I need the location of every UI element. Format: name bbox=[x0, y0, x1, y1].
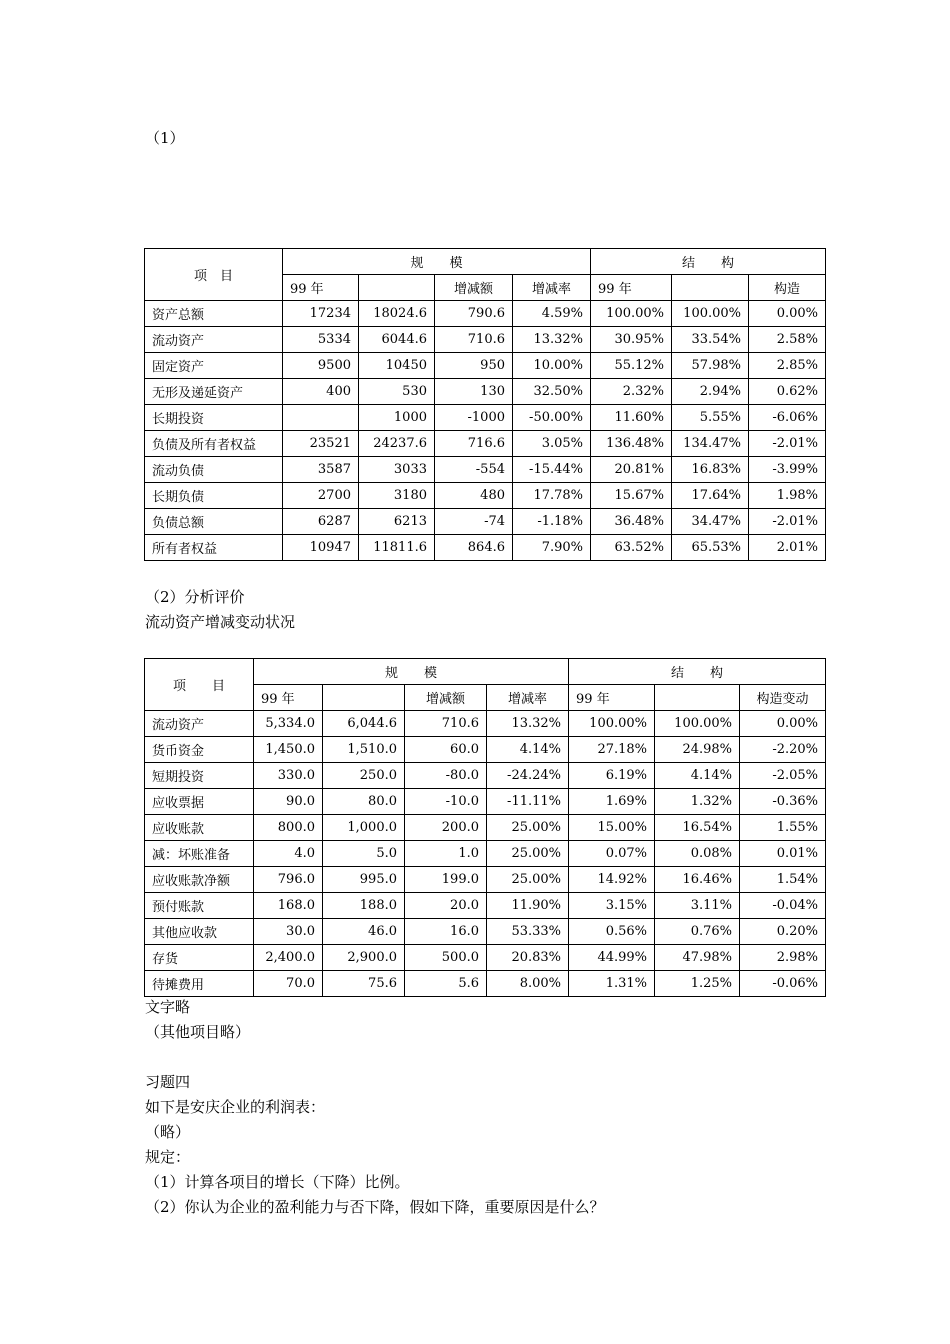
table-cell: -2.01% bbox=[749, 431, 826, 457]
table-cell: 6287 bbox=[283, 509, 359, 535]
table-row bbox=[145, 509, 826, 535]
header-structure-change: 构造 bbox=[749, 275, 826, 301]
table-cell: 53.33% bbox=[487, 919, 569, 945]
table-cell: 1.25% bbox=[655, 971, 740, 997]
table-cell: 7.90% bbox=[513, 535, 591, 561]
table-cell: 47.98% bbox=[655, 945, 740, 971]
table-cell: 30.0 bbox=[254, 919, 323, 945]
table-cell: 800.0 bbox=[254, 815, 323, 841]
table-row bbox=[145, 971, 826, 997]
table-cell: -11.11% bbox=[487, 789, 569, 815]
header-year-99-structure: 99 年 bbox=[569, 685, 655, 711]
table-cell: 1.69% bbox=[569, 789, 655, 815]
table-cell: 90.0 bbox=[254, 789, 323, 815]
table-cell: -3.99% bbox=[749, 457, 826, 483]
table-cell: 4.14% bbox=[655, 763, 740, 789]
table-cell: 199.0 bbox=[405, 867, 487, 893]
table-cell: 1000 bbox=[359, 405, 435, 431]
table-cell: 17234 bbox=[283, 301, 359, 327]
table-row bbox=[145, 457, 826, 483]
table-cell: 1,450.0 bbox=[254, 737, 323, 763]
row-label: 流动资产 bbox=[145, 711, 254, 737]
row-label: 负债总额 bbox=[145, 509, 283, 535]
header-item: 项 目 bbox=[145, 659, 254, 711]
table-cell: 3.15% bbox=[569, 893, 655, 919]
table-cell: 6044.6 bbox=[359, 327, 435, 353]
header-blank-structure bbox=[655, 685, 740, 711]
table-cell: 17.64% bbox=[672, 483, 749, 509]
table-cell: 790.6 bbox=[435, 301, 513, 327]
table-row bbox=[145, 327, 826, 353]
table-cell: 2.01% bbox=[749, 535, 826, 561]
table-cell: 134.47% bbox=[672, 431, 749, 457]
table-row bbox=[145, 405, 826, 431]
table-cell: 20.0 bbox=[405, 893, 487, 919]
table-row bbox=[145, 867, 826, 893]
row-label: 应收账款净额 bbox=[145, 867, 254, 893]
table-cell: 6,044.6 bbox=[323, 711, 405, 737]
table-cell: 4.14% bbox=[487, 737, 569, 763]
row-label: 其他应收款 bbox=[145, 919, 254, 945]
other-items-omitted: （其他项目略） bbox=[145, 1023, 251, 1041]
header-structure-change: 构造变动 bbox=[740, 685, 826, 711]
row-label: 应收账款 bbox=[145, 815, 254, 841]
table-cell: 0.01% bbox=[740, 841, 826, 867]
table-cell: 1.54% bbox=[740, 867, 826, 893]
header-blank bbox=[359, 275, 435, 301]
table-cell: 13.32% bbox=[487, 711, 569, 737]
table-cell: 168.0 bbox=[254, 893, 323, 919]
table-cell: 4.59% bbox=[513, 301, 591, 327]
table-cell: 4.0 bbox=[254, 841, 323, 867]
table-cell: 188.0 bbox=[323, 893, 405, 919]
table-cell: 9500 bbox=[283, 353, 359, 379]
table-row bbox=[145, 431, 826, 457]
table-cell: 15.00% bbox=[569, 815, 655, 841]
table-cell: 2.94% bbox=[672, 379, 749, 405]
scale-structure-table bbox=[144, 248, 826, 561]
table-cell: 44.99% bbox=[569, 945, 655, 971]
table-cell: 6.19% bbox=[569, 763, 655, 789]
header-item: 项 目 bbox=[145, 249, 283, 301]
table-cell: 3033 bbox=[359, 457, 435, 483]
table-cell: 11811.6 bbox=[359, 535, 435, 561]
table-cell: 20.81% bbox=[591, 457, 672, 483]
table-cell: 1,000.0 bbox=[323, 815, 405, 841]
header-increase: 增减额 bbox=[435, 275, 513, 301]
table-cell: -80.0 bbox=[405, 763, 487, 789]
header-year-99: 99 年 bbox=[254, 685, 323, 711]
table-cell: 16.83% bbox=[672, 457, 749, 483]
table-cell: -2.05% bbox=[740, 763, 826, 789]
row-label: 长期投资 bbox=[145, 405, 283, 431]
table-cell: 5.55% bbox=[672, 405, 749, 431]
header-rate: 增减率 bbox=[513, 275, 591, 301]
table-cell: 17.78% bbox=[513, 483, 591, 509]
table-cell: 0.20% bbox=[740, 919, 826, 945]
header-structure: 结 构 bbox=[569, 659, 826, 685]
table-cell: -24.24% bbox=[487, 763, 569, 789]
table-cell: 25.00% bbox=[487, 815, 569, 841]
table-cell: 75.6 bbox=[323, 971, 405, 997]
row-label: 短期投资 bbox=[145, 763, 254, 789]
table-cell: 1.32% bbox=[655, 789, 740, 815]
table-cell: -0.36% bbox=[740, 789, 826, 815]
table-cell: 136.48% bbox=[591, 431, 672, 457]
table-cell: -74 bbox=[435, 509, 513, 535]
table-cell: -10.0 bbox=[405, 789, 487, 815]
table-cell: 480 bbox=[435, 483, 513, 509]
header-year-99-structure: 99 年 bbox=[591, 275, 672, 301]
table-cell: 1.0 bbox=[405, 841, 487, 867]
table-cell: 2.98% bbox=[740, 945, 826, 971]
table-cell: 24237.6 bbox=[359, 431, 435, 457]
table-cell: 70.0 bbox=[254, 971, 323, 997]
table-cell: 0.00% bbox=[740, 711, 826, 737]
table-cell: 15.67% bbox=[591, 483, 672, 509]
table-row bbox=[145, 945, 826, 971]
table-cell: 100.00% bbox=[569, 711, 655, 737]
table-cell: 200.0 bbox=[405, 815, 487, 841]
table-cell: -2.01% bbox=[749, 509, 826, 535]
table-cell: 995.0 bbox=[323, 867, 405, 893]
table-cell: -6.06% bbox=[749, 405, 826, 431]
header-blank bbox=[323, 685, 405, 711]
exercise-omitted: （略） bbox=[145, 1123, 191, 1141]
row-label: 所有者权益 bbox=[145, 535, 283, 561]
table-cell: 16.46% bbox=[655, 867, 740, 893]
table-cell: 2.32% bbox=[591, 379, 672, 405]
table-cell: 796.0 bbox=[254, 867, 323, 893]
table-cell: 3.11% bbox=[655, 893, 740, 919]
table-cell: 100.00% bbox=[591, 301, 672, 327]
row-label: 无形及递延资产 bbox=[145, 379, 283, 405]
table-cell: 11.90% bbox=[487, 893, 569, 919]
header-increase: 增减额 bbox=[405, 685, 487, 711]
table-cell: 34.47% bbox=[672, 509, 749, 535]
table-row bbox=[145, 815, 826, 841]
table-cell: 2.58% bbox=[749, 327, 826, 353]
header-scale: 规 模 bbox=[283, 249, 591, 275]
table-cell: 55.12% bbox=[591, 353, 672, 379]
exercise-intro: 如下是安庆企业的利润表： bbox=[145, 1098, 326, 1116]
table-cell: 0.62% bbox=[749, 379, 826, 405]
table-cell: 500.0 bbox=[405, 945, 487, 971]
row-label: 负债及所有者权益 bbox=[145, 431, 283, 457]
table-cell: 25.00% bbox=[487, 841, 569, 867]
table-cell bbox=[283, 405, 359, 431]
table-cell: 24.98% bbox=[655, 737, 740, 763]
table-cell: 5334 bbox=[283, 327, 359, 353]
header-rate: 增减率 bbox=[487, 685, 569, 711]
row-label: 货币资金 bbox=[145, 737, 254, 763]
table-cell: 5.0 bbox=[323, 841, 405, 867]
table-cell: 2,900.0 bbox=[323, 945, 405, 971]
table-cell: 1.98% bbox=[749, 483, 826, 509]
table-cell: 27.18% bbox=[569, 737, 655, 763]
table-row bbox=[145, 353, 826, 379]
table-row bbox=[145, 841, 826, 867]
table-cell: 18024.6 bbox=[359, 301, 435, 327]
table-row bbox=[145, 535, 826, 561]
table-row bbox=[145, 301, 826, 327]
table-cell: 23521 bbox=[283, 431, 359, 457]
header-scale: 规 模 bbox=[254, 659, 569, 685]
table-cell: 14.92% bbox=[569, 867, 655, 893]
row-label: 应收票据 bbox=[145, 789, 254, 815]
part2-label: （2）分析评价 bbox=[145, 588, 245, 606]
table-cell: -0.06% bbox=[740, 971, 826, 997]
header-structure: 结 构 bbox=[591, 249, 826, 275]
table-cell: 20.83% bbox=[487, 945, 569, 971]
part2-subtitle: 流动资产增减变动状况 bbox=[145, 613, 296, 631]
table-cell: 11.60% bbox=[591, 405, 672, 431]
table-cell: 0.00% bbox=[749, 301, 826, 327]
table-cell: 330.0 bbox=[254, 763, 323, 789]
row-label: 存货 bbox=[145, 945, 254, 971]
table-cell: -554 bbox=[435, 457, 513, 483]
table-cell: 60.0 bbox=[405, 737, 487, 763]
exercise-question-1: （1）计算各项目的增长（下降）比例。 bbox=[145, 1173, 410, 1191]
table-row bbox=[145, 789, 826, 815]
table-cell: 100.00% bbox=[655, 711, 740, 737]
table-cell: 46.0 bbox=[323, 919, 405, 945]
table-cell: 25.00% bbox=[487, 867, 569, 893]
current-assets-table bbox=[144, 658, 826, 997]
table-cell: 16.0 bbox=[405, 919, 487, 945]
table-cell: 30.95% bbox=[591, 327, 672, 353]
table-cell: -0.04% bbox=[740, 893, 826, 919]
table-cell: 864.6 bbox=[435, 535, 513, 561]
table-cell: 57.98% bbox=[672, 353, 749, 379]
table-cell: 5,334.0 bbox=[254, 711, 323, 737]
table-cell: 33.54% bbox=[672, 327, 749, 353]
header-year-99: 99 年 bbox=[283, 275, 359, 301]
exercise-title: 习题四 bbox=[145, 1073, 191, 1091]
table-cell: 3.05% bbox=[513, 431, 591, 457]
table-cell: 1.31% bbox=[569, 971, 655, 997]
part1-label: （1） bbox=[145, 129, 185, 147]
table-cell: 16.54% bbox=[655, 815, 740, 841]
table-cell: 0.07% bbox=[569, 841, 655, 867]
table-row bbox=[145, 763, 826, 789]
table-cell: -2.20% bbox=[740, 737, 826, 763]
table-cell: 10450 bbox=[359, 353, 435, 379]
table-cell: -1000 bbox=[435, 405, 513, 431]
table-cell: 8.00% bbox=[487, 971, 569, 997]
table-cell: 100.00% bbox=[672, 301, 749, 327]
row-label: 预付账款 bbox=[145, 893, 254, 919]
table-cell: 400 bbox=[283, 379, 359, 405]
table-cell: 530 bbox=[359, 379, 435, 405]
table-cell: 5.6 bbox=[405, 971, 487, 997]
table-cell: 2700 bbox=[283, 483, 359, 509]
table-cell: 2.85% bbox=[749, 353, 826, 379]
table-cell: 10.00% bbox=[513, 353, 591, 379]
table-cell: 80.0 bbox=[323, 789, 405, 815]
table-row bbox=[145, 483, 826, 509]
row-label: 资产总额 bbox=[145, 301, 283, 327]
header-blank-structure bbox=[672, 275, 749, 301]
table-cell: 250.0 bbox=[323, 763, 405, 789]
table-cell: 3180 bbox=[359, 483, 435, 509]
table-row bbox=[145, 919, 826, 945]
row-label: 固定资产 bbox=[145, 353, 283, 379]
table-cell: 3587 bbox=[283, 457, 359, 483]
exercise-question-2: （2）你认为企业的盈利能力与否下降，假如下降，重要原因是什么？ bbox=[145, 1198, 605, 1216]
row-label: 流动负债 bbox=[145, 457, 283, 483]
table-cell: -1.18% bbox=[513, 509, 591, 535]
table-cell: 36.48% bbox=[591, 509, 672, 535]
table-cell: 0.76% bbox=[655, 919, 740, 945]
row-label: 长期负债 bbox=[145, 483, 283, 509]
table-cell: 0.56% bbox=[569, 919, 655, 945]
table-row bbox=[145, 379, 826, 405]
table-cell: 63.52% bbox=[591, 535, 672, 561]
text-omitted: 文字略 bbox=[145, 998, 191, 1016]
table-cell: 950 bbox=[435, 353, 513, 379]
table-cell: 716.6 bbox=[435, 431, 513, 457]
table-cell: 710.6 bbox=[435, 327, 513, 353]
table-cell: 1,510.0 bbox=[323, 737, 405, 763]
table-cell: 65.53% bbox=[672, 535, 749, 561]
table-cell: 0.08% bbox=[655, 841, 740, 867]
table-cell: 13.32% bbox=[513, 327, 591, 353]
table-cell: -15.44% bbox=[513, 457, 591, 483]
table-cell: 710.6 bbox=[405, 711, 487, 737]
table-cell: 10947 bbox=[283, 535, 359, 561]
row-label: 待摊费用 bbox=[145, 971, 254, 997]
row-label: 减：坏账准备 bbox=[145, 841, 254, 867]
table-row bbox=[145, 737, 826, 763]
table-row bbox=[145, 711, 826, 737]
table-cell: 32.50% bbox=[513, 379, 591, 405]
table-cell: -50.00% bbox=[513, 405, 591, 431]
exercise-requirement: 规定： bbox=[145, 1148, 191, 1166]
table-cell: 6213 bbox=[359, 509, 435, 535]
table-cell: 1.55% bbox=[740, 815, 826, 841]
table-cell: 2,400.0 bbox=[254, 945, 323, 971]
table-row bbox=[145, 893, 826, 919]
table-cell: 130 bbox=[435, 379, 513, 405]
row-label: 流动资产 bbox=[145, 327, 283, 353]
